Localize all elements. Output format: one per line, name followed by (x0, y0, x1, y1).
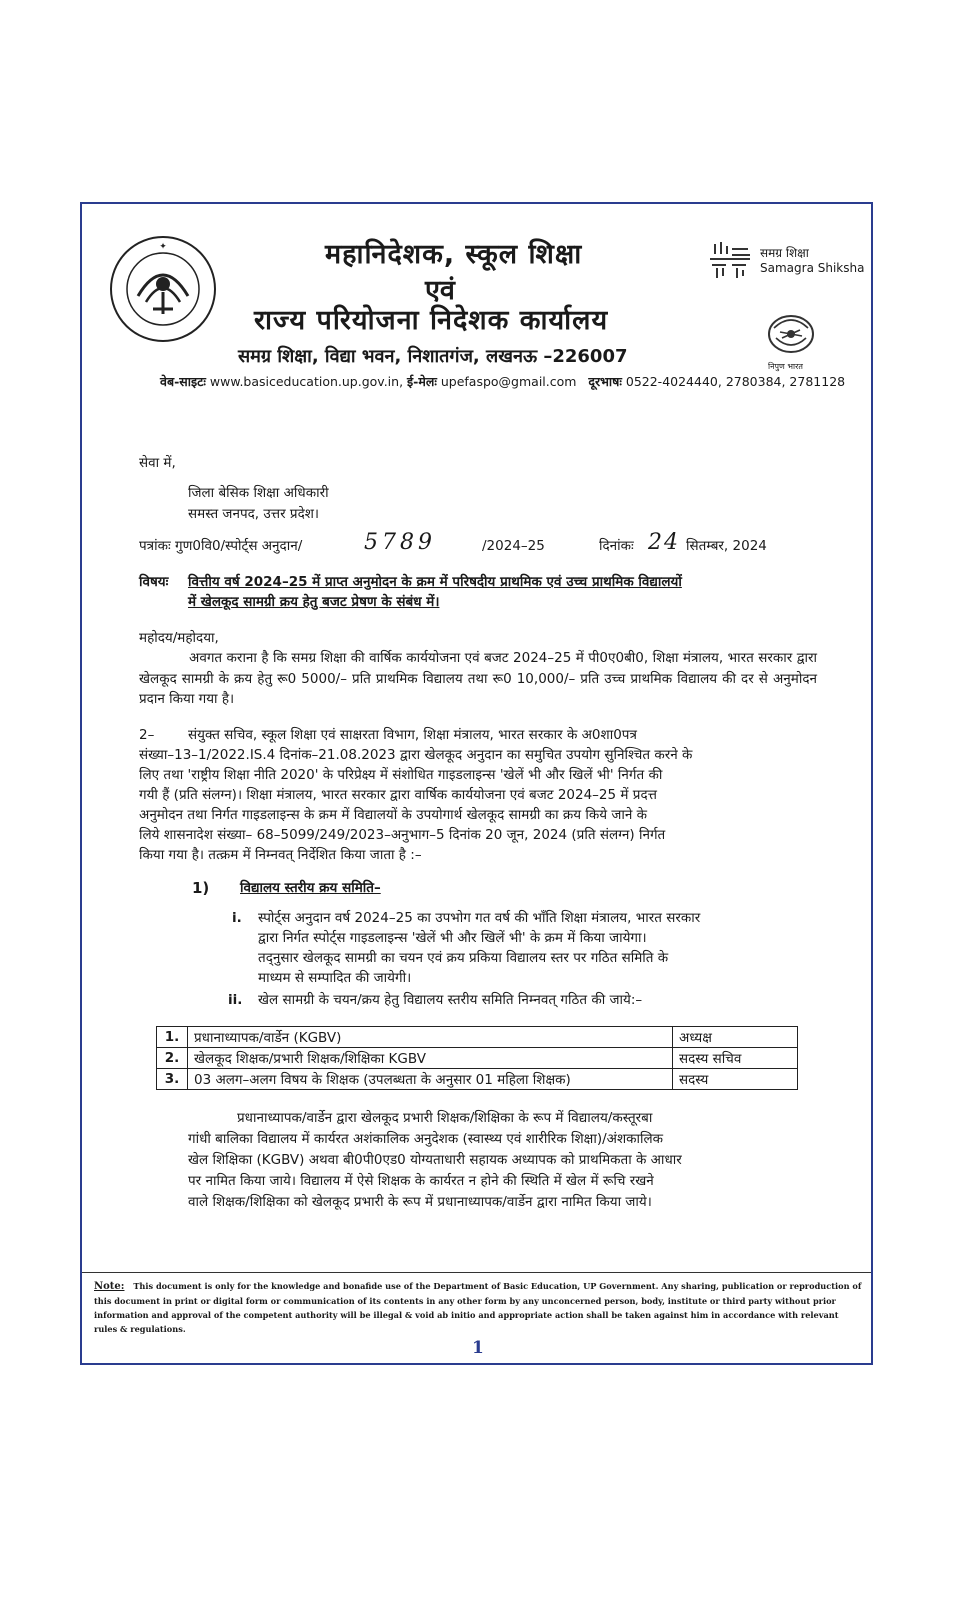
date-label: दिनांकः (599, 538, 634, 554)
samagra-shiksha-mark-icon (708, 242, 754, 278)
para2-number: 2– (139, 727, 155, 743)
website-label: वेब-साइटः (160, 374, 206, 389)
item-i-line1: स्पोर्ट्स अनुदान वर्ष 2024–25 का उपभोग गत वर्ष की भाँति शिक्षा मंत्रालय, भारत सरकार (258, 910, 701, 926)
para2-line6: लिये शासनादेश संख्या– 68–5099/249/2023–अनुभाग–5 दिनांक 20 जून, 2024 (प्रति संलग्न) निर्गत (139, 827, 666, 843)
letter-number-handwritten: 5789 (364, 530, 436, 555)
nipun-bharat-label: निपुण भारत (768, 362, 803, 371)
svg-text:✦: ✦ (159, 242, 167, 252)
committee-member: खेलकूद शिक्षक/प्रभारी शिक्षक/शिक्षिका KGBV (188, 1048, 673, 1069)
paragraph-1: अवगत कराना है कि समग्र शिक्षा की वार्षिक कार्ययोजना एवं बजट 2024–25 में पी0ए0बी0, शिक्षा मंत्रालय, भारत सरकार द्वारा खेलकूद सामग्री के क्रय हेतु रू0 5000/– प्रति प्राथमिक विद्यालय तथा रू0 10,000/– प्रति उच्च प्राथमिक विद्यालय की दर से अनुमोदन प्रदान किया गया है। (139, 650, 817, 707)
item-i-line4: माध्यम से सम्पादित की जायेगी। (258, 970, 412, 986)
committee-role: सदस्य (673, 1069, 798, 1090)
item-ii-number: ii. (228, 992, 243, 1008)
footer-note (94, 1279, 862, 1336)
committee-row-number: 2. (157, 1048, 188, 1069)
date-day-handwritten: 24 (648, 530, 680, 555)
para3-line1: प्रधानाध्यापक/वार्डेन द्वारा खेलकूद प्रभारी शिक्षक/शिक्षिका के रूप में विद्यालय/कस्तूरबा (237, 1110, 653, 1126)
letter-year: /2024–25 (482, 538, 545, 554)
item-ii-line1: खेल सामग्री के चयन/क्रय हेतु विद्यालय स्तरीय समिति निम्नवत् गठित की जाये:– (258, 992, 643, 1008)
up-government-seal (108, 234, 218, 344)
note-label: Note: (94, 1281, 125, 1292)
addressee-line1: जिला बेसिक शिक्षा अधिकारी (188, 485, 329, 501)
committee-member: 03 अलग–अलग विषय के शिक्षक (उपलब्धता के अनुसार 01 महिला शिक्षक) (188, 1069, 673, 1090)
page-border (80, 202, 873, 1365)
para2-line7: किया गया है। तत्क्रम में निम्नवत् निर्देशित किया जाता है :– (139, 847, 422, 863)
committee-role: सदस्य सचिव (673, 1048, 798, 1069)
office-title-line2: एवं (425, 275, 455, 306)
nipun-bharat-emblem-icon (760, 308, 822, 360)
section1-number: 1) (192, 879, 210, 897)
para2-line1: संयुक्त सचिव, स्कूल शिक्षा एवं साक्षरता विभाग, शिक्षा मंत्रालय, भारत सरकार के अ0शा0पत्र (188, 727, 637, 743)
para2-line2: संख्या–13–1/2022.IS.4 दिनांक–21.08.2023 द्वारा खेलकूद अनुदान का समुचित उपयोग सुनिश्चित करने के (139, 747, 693, 763)
office-address: समग्र शिक्षा, विद्या भवन, निशातगंज, लखनऊ –226007 (238, 346, 628, 367)
para2-line4: गयी हैं (प्रति संलग्न)। शिक्षा मंत्रालय, भारत सरकार द्वारा वार्षिक कार्ययोजना एवं बजट 2024–25 में प्रदत्त (139, 787, 657, 803)
email-label: ई-मेलः (407, 374, 437, 389)
para2-line3: लिए तथा 'राष्ट्रीय शिक्षा नीति 2020' के परिप्रेक्ष्य में संशोधित गाइडलाइन्स 'खेलें भी और खिलें भी' निर्गत की (139, 767, 663, 783)
footer-divider (82, 1272, 871, 1273)
subject-line1: वित्तीय वर्ष 2024–25 में प्राप्त अनुमोदन के क्रम में परिषदीय प्राथमिक एवं उच्च प्राथमिक विद्यालयों (188, 574, 682, 590)
para3-line3: खेल शिक्षिका (KGBV) अथवा बी0पी0एड0 योग्यताधारी सहायक अध्यापक को प्राथमिकता के आधार (188, 1152, 682, 1168)
greeting: महोदय/महोदया, (139, 630, 219, 646)
phone-label: दूरभाषः (588, 374, 622, 389)
para3-line4: पर नामित किया जाये। विद्यालय में ऐसे शिक्षक के कार्यरत न होने की स्थिति में खेल में रूचि रखने (188, 1173, 654, 1189)
subject-label: विषयः (139, 574, 169, 590)
committee-row (157, 1048, 798, 1069)
committee-table (156, 1026, 798, 1090)
item-i-line3: तद्नुसार खेलकूद सामग्री का चयन एवं क्रय प्रकिया विद्यालय स्तर पर गठित समिति के (258, 950, 669, 966)
office-title-line3: राज्य परियोजना निदेशक कार्यालय (254, 305, 609, 336)
committee-row-number: 3. (157, 1069, 188, 1090)
office-title-line1: महानिदेशक, स्कूल शिक्षा (325, 239, 583, 270)
date-month-year: सितम्बर, 2024 (686, 538, 767, 554)
website-link[interactable]: www.basiceducation.up.gov.in, (209, 374, 404, 389)
samagra-shiksha-hindi: समग्र शिक्षा (760, 246, 809, 260)
section1-title: विद्यालय स्तरीय क्रय समिति– (240, 880, 381, 896)
committee-row (157, 1069, 798, 1090)
contact-line (160, 373, 845, 390)
addressee-line2: समस्त जनपद, उत्तर प्रदेश। (188, 506, 320, 522)
phone-numbers: 0522-4024440, 2780384, 2781128 (625, 374, 846, 389)
samagra-shiksha-english: Samagra Shiksha (760, 261, 865, 275)
committee-role: अध्यक्ष (673, 1027, 798, 1048)
nipun-bharat-logo (760, 308, 822, 374)
committee-row-number: 1. (157, 1027, 188, 1048)
item-i-number: i. (232, 910, 242, 926)
committee-member: प्रधानाध्यापक/वार्डेन (KGBV) (188, 1027, 673, 1048)
letter-reference: पत्रांकः गुण0वि0/स्पोर्ट्स अनुदान/ (139, 538, 303, 554)
para2-line5: अनुमोदन तथा निर्गत गाइडलाइन्स के क्रम में विद्यालयों के उपयोगार्थ खेलकूद सामग्री का क्रय किये जाने के (139, 807, 648, 823)
page-number: 1 (472, 1338, 484, 1358)
subject-line2: में खेलकूद सामग्री क्रय हेतु बजट प्रेषण के संबंध में। (188, 594, 440, 610)
item-i-line2: द्वारा निर्गत स्पोर्ट्स गाइडलाइन्स 'खेलें भी और खिलें भी' के क्रम में किया जायेगा। (258, 930, 647, 946)
salutation-to: सेवा में, (139, 455, 176, 471)
samagra-shiksha-logo (708, 242, 868, 278)
para3-line5: वाले शिक्षक/शिक्षिका को खेलकूद प्रभारी के रूप में प्रधानाध्यापक/वार्डेन द्वारा नामित किया जाये। (188, 1194, 652, 1210)
note-text: This document is only for the knowledge and bonafide use of the Department of Basic Education, UP Government. Any sharing, publication or reproduction of this document in print or digital form or communication of its contents in any other form by any unconcerned person, body, institute or third party without prior information and approval of the competent authority will be illegal & void ab initio and appropriate action shall be taken against him in accordance with relevant rules & regulations. (94, 1281, 862, 1334)
para3-line2: गांधी बालिका विद्यालय में कार्यरत अशंकालिक अनुदेशक (स्वास्थ्य एवं शारीरिक शिक्षा)/अंशकालिक (188, 1131, 664, 1147)
email-link[interactable]: upefaspo@gmail.com (440, 374, 577, 389)
committee-row (157, 1027, 798, 1048)
